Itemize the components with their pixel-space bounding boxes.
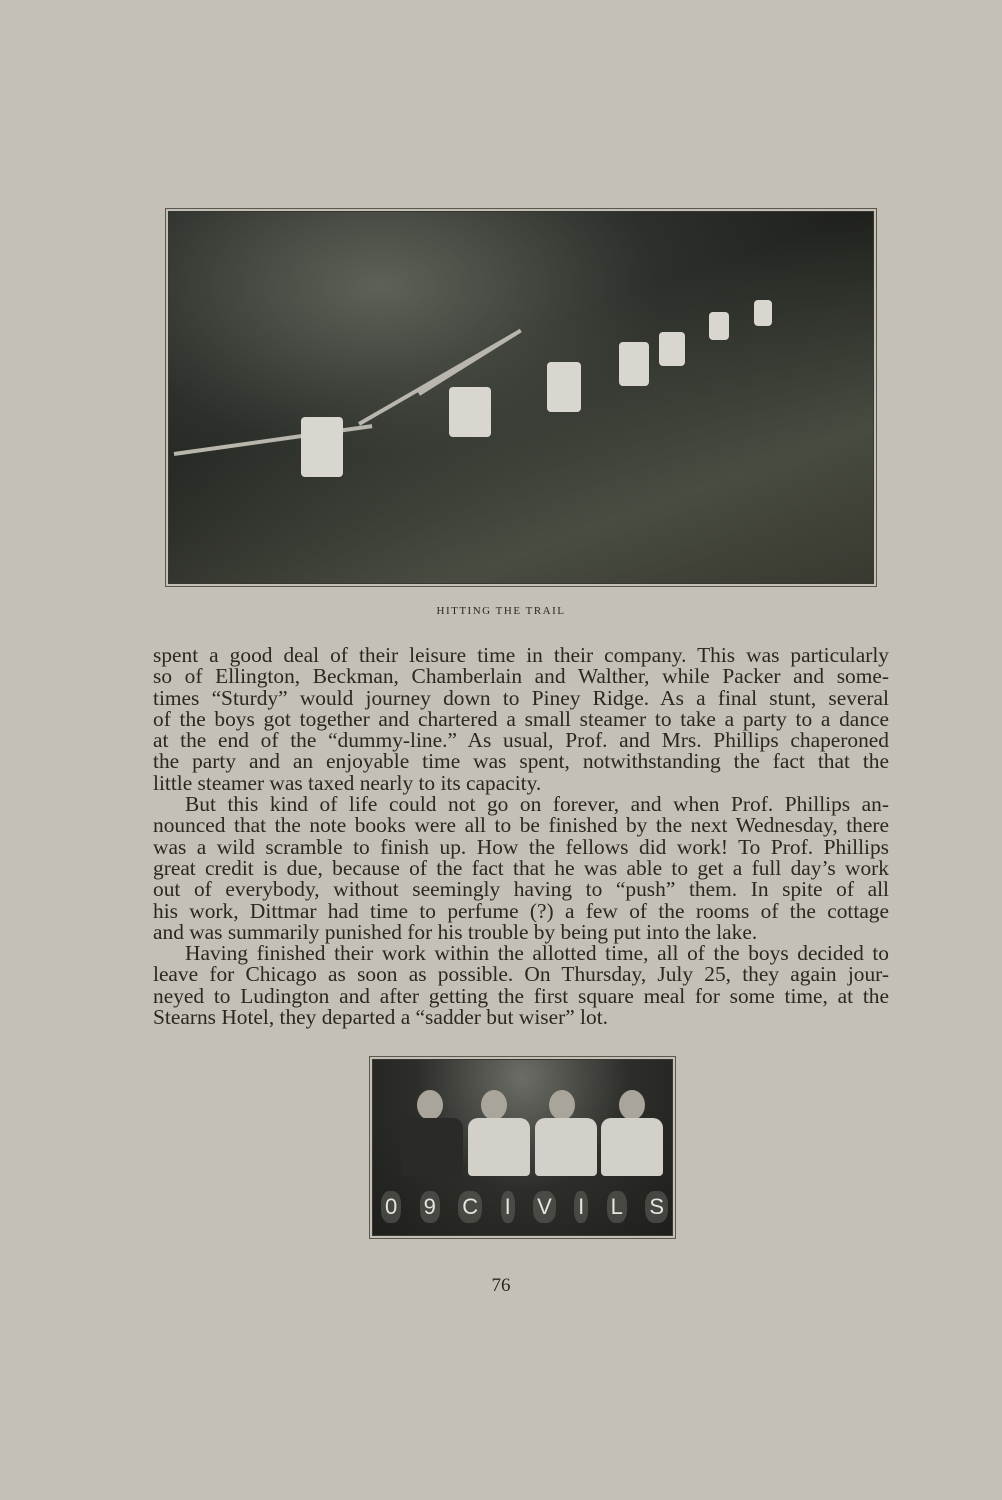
person (547, 362, 581, 412)
text-line: little steamer was taxed nearly to its capacity. (153, 770, 542, 795)
pole (418, 329, 522, 396)
paragraph-2 (153, 794, 889, 943)
body-text (153, 645, 889, 1028)
person-head (481, 1090, 507, 1120)
person (601, 1118, 663, 1176)
person (301, 417, 343, 477)
text-line: his work, Dittmar had time to perfume (?) a few of the rooms of the cottage (153, 898, 889, 923)
sole-letter: 9 (420, 1191, 440, 1223)
text-line: spent a good deal of their leisure time in their company. This was particularly (153, 643, 889, 667)
person (659, 332, 685, 366)
sole-letter: I (501, 1191, 515, 1223)
text-line: at the end of the “dummy-line.” As usual, Prof. and Mrs. Phillips chaperoned (153, 728, 889, 753)
person (535, 1118, 597, 1176)
person (754, 300, 772, 326)
paragraph-3 (153, 943, 889, 1028)
text-line: But this kind of life could not go on forever, and when Prof. Phillips an- (185, 792, 889, 817)
text-line: leave for Chicago as soon as possible. On Thursday, July 25, they again jour- (153, 962, 889, 987)
text-line: out of everybody, without seemingly having to “push” them. In spite of all (153, 877, 889, 902)
text-line: the party and an enjoyable time was spent, notwithstanding the fact that the (153, 749, 889, 774)
sole-letter: L (607, 1191, 627, 1223)
text-line: Stearns Hotel, they departed a “sadder but wiser” lot. (153, 1005, 608, 1030)
person (449, 387, 491, 437)
text-line: times “Sturdy” would journey down to Piney Ridge. As a final stunt, several (153, 685, 889, 710)
text-line: neyed to Ludington and after getting the first square meal for some time, at the (153, 983, 889, 1008)
person (619, 342, 649, 386)
shoe-sole-letters (381, 1191, 668, 1223)
person-head (417, 1090, 443, 1120)
text-line: was a wild scramble to finish up. How the fellows did work! To Prof. Phillips (153, 834, 889, 859)
sole-letter: S (645, 1191, 668, 1223)
sole-letter: C (458, 1191, 482, 1223)
text-line: nounced that the note books were all to be finished by the next Wednesday, there (153, 813, 889, 838)
sole-letter: V (533, 1191, 556, 1223)
text-line: Having finished their work within the allotted time, all of the boys decided to (185, 941, 889, 966)
sole-letter: 0 (381, 1191, 401, 1223)
person-head (549, 1090, 575, 1120)
page-number: 76 (491, 1275, 511, 1296)
person-head (619, 1090, 645, 1120)
text-line: so of Ellington, Beckman, Chamberlain and Walther, while Packer and some- (153, 664, 889, 689)
text-line: of the boys got together and chartered a small steamer to take a party to a dance (153, 706, 889, 731)
sole-letter: I (574, 1191, 588, 1223)
text-line: and was summarily punished for his trouble by being put into the lake. (153, 919, 758, 944)
paragraph-1 (153, 645, 889, 794)
person (401, 1118, 463, 1176)
figure-caption: HITTING THE TRAIL (436, 605, 566, 617)
person (709, 312, 729, 340)
photo-09-civils (372, 1059, 673, 1236)
text-line: great credit is due, because of the fact that he was able to get a full day’s work (153, 855, 889, 880)
photo-hitting-the-trail (168, 211, 874, 584)
person (468, 1118, 530, 1176)
